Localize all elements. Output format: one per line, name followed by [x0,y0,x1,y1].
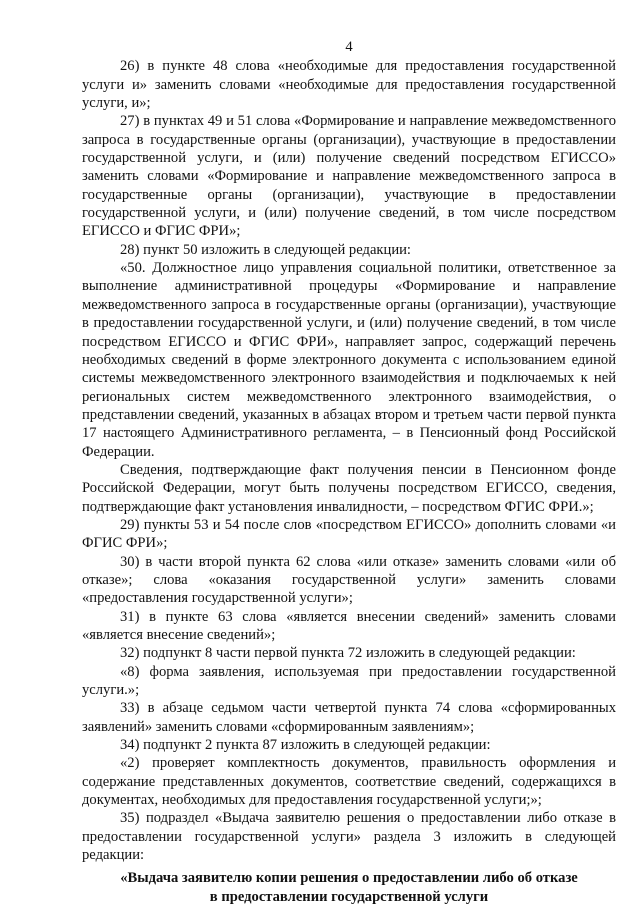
page-number: 4 [345,39,353,55]
item-29-paragraph: 29) пункты 53 и 54 после слов «посредством ЕГИССО» дополнить словами «и ФГИС ФРИ»; [82,516,616,552]
item-31-paragraph: 31) в пункте 63 слова «является внесении сведений» заменить словами «является внесение сведений»; [82,608,616,643]
item-34-paragraph: 34) подпункт 2 пункта 87 изложить в следующей редакции: [120,737,491,754]
item-26-paragraph: 26) в пункте 48 слова «необходимые для предоставления государственной услуги и» заменить словами «необходимые для предоставления государственной услуги, и»; [82,58,616,112]
subsection-heading [82,869,616,906]
subitem-2-text-paragraph: «2) проверяет комплектность документов, правильность оформления и содержание представленных документов, соответствие сведений, содержащихся в документах, необходимых для предоставления государственной услуги;»; [82,755,616,809]
item-33-paragraph: 33) в абзаце седьмом части четвертой пункта 74 слова «сформированных заявлений» заменить словами «сформированным заявлениям»; [82,700,616,735]
item-28-paragraph: 28) пункт 50 изложить в следующей редакции: [120,241,411,258]
document-page [82,38,616,906]
item-35-paragraph: 35) подраздел «Выдача заявителю решения о предоставлении либо отказе в предоставлении государственной услуги» раздела 3 изложить в следующей редакции: [82,810,616,864]
point-50-text-paragraph: «50. Должностное лицо управления социальной политики, ответственное за выполнение административной процедуры «Формирование и направление межведомственного запроса в государственные органы (организации), участвующие в предоставлении государственной услуги, и (или) получение сведений, в том числе посредством ЕГИССО и ФГИС ФРИ», направляет запрос, содержащий перечень необходимых сведений в форме электронного документа с использованием единой системы межведомственного электронного взаимодействия и подключаемых к ней региональных систем межведомственного электронного взаимодействия, о представлении сведений, указанных в абзацах втором и третьем части первой пункта 17 настоящего Административного регламента, – в Пенсионный фонд Российской Федерации. [82,260,616,460]
item-27-paragraph: 27) в пунктах 49 и 51 слова «Формирование и направление межведомственного запроса в государственные органы (организации), участвующие в предоставлении государственной услуги, и (или) получение сведений посредством ЕГИССО» заменить словами «Формирование и направление межведомственного запроса в государственные органы (организации), участвующие в предоставлении государственной услуги, и (или) получение сведений, в том числе посредством ЕГИССО и ФГИС ФРИ»; [82,113,616,240]
item-30-paragraph: 30) в части второй пункта 62 слова «или отказе» заменить словами «или об отказе»; слова «оказания государственной услуги» заменить словами «предоставления государственной услуги»; [82,553,616,607]
subsection-heading-line-2: в предоставлении государственной услуги [209,888,489,905]
item-32-paragraph: 32) подпункт 8 части первой пункта 72 изложить в следующей редакции: [120,645,576,662]
point-50-continuation-paragraph: Сведения, подтверждающие факт получения пенсии в Пенсионном фонде Российской Федерации, могут быть получены посредством ЕГИССО, сведения, подтверждающие факт установления инвалидности, – посредством ФГИС ФРИ.»; [82,461,616,515]
subitem-8-text-paragraph: «8) форма заявления, используемая при предоставлении государственной услуги.»; [82,663,616,699]
subsection-heading-line-1: «Выдача заявителю копии решения о предоставлении либо об отказе [120,870,578,887]
